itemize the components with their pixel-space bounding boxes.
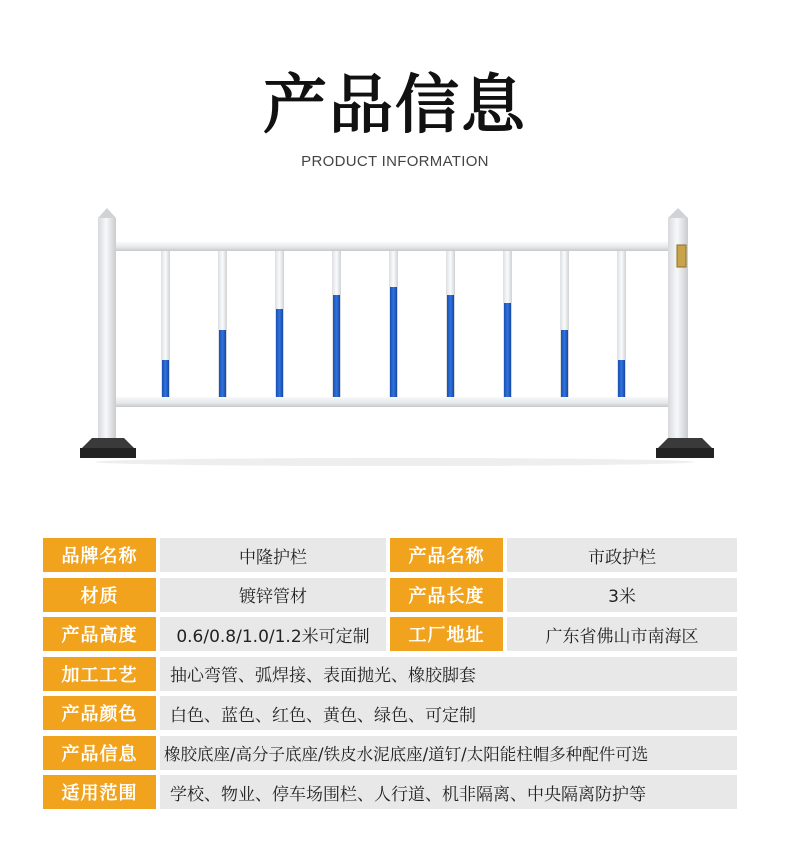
material-value: 镀锌管材 [160,578,386,612]
spec-row-process [43,657,737,691]
process-value: 抽心弯管、弧焊接、表面抛光、橡胶脚套 [160,657,737,691]
spec-row-height [43,617,737,651]
spec-row-material [43,578,737,612]
color-value: 白色、蓝色、红色、黄色、绿色、可定制 [160,696,737,730]
scope-value: 学校、物业、停车场围栏、人行道、机非隔离、中央隔离防护等 [160,775,737,809]
bar-9 [617,251,626,397]
page-title: 产品信息 [263,69,527,143]
bar-2 [218,251,227,397]
bar-8 [560,251,569,397]
bar-4 [332,251,341,397]
page-subtitle: PRODUCT INFORMATION [301,153,489,170]
brand-value: 中隆护栏 [160,538,386,572]
info-label: 产品信息 [43,736,156,770]
color-label: 产品颜色 [43,696,156,730]
factory-value: 广东省佛山市南海区 [507,617,737,651]
info-value: 橡胶底座/高分子底座/铁皮水泥底座/道钉/太阳能柱帽多种配件可选 [160,736,737,770]
length-value: 3米 [507,578,737,612]
material-label: 材质 [43,578,156,612]
bar-1 [161,251,170,397]
height-value: 0.6/0.8/1.0/1.2米可定制 [160,617,386,651]
bar-6 [446,251,455,397]
spec-table [43,538,737,815]
bar-7 [503,251,512,397]
product-image [70,200,720,470]
brand-label: 品牌名称 [43,538,156,572]
bar-5 [389,251,398,397]
spec-row-brand [43,538,737,572]
length-label: 产品长度 [390,578,503,612]
spec-row-color [43,696,737,730]
bar-3 [275,251,284,397]
spec-row-scope [43,775,737,809]
product-name-value: 市政护栏 [507,538,737,572]
product-name-label: 产品名称 [390,538,503,572]
factory-label: 工厂地址 [390,617,503,651]
scope-label: 适用范围 [43,775,156,809]
process-label: 加工工艺 [43,657,156,691]
guardrail-fence-illustration [70,200,720,470]
height-label: 产品高度 [43,617,156,651]
spec-row-info [43,736,737,770]
